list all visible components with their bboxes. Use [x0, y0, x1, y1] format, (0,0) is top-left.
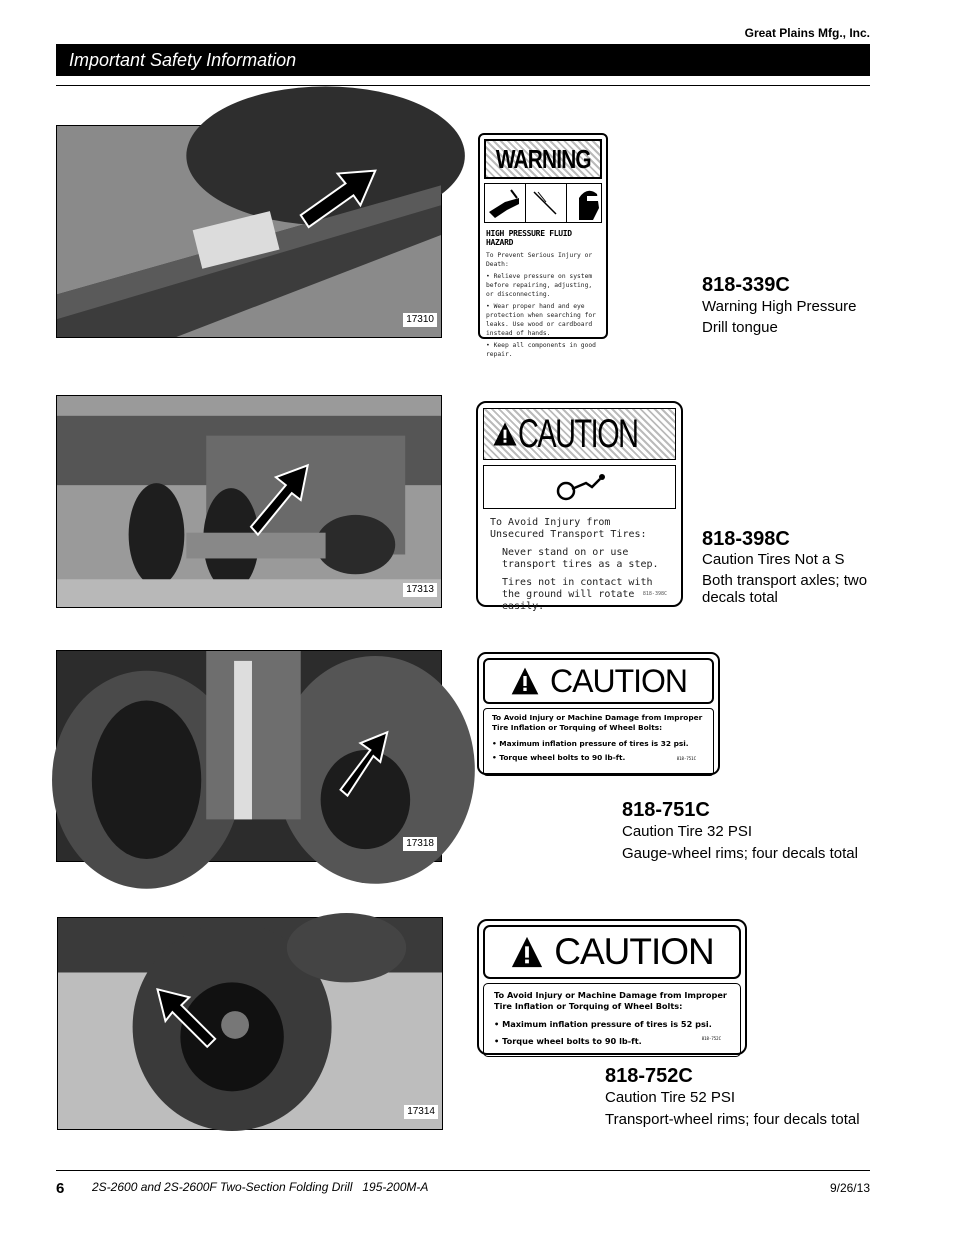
- decal-caution-52psi-line: • Torque wheel bolts to 90 lb-ft.: [494, 1036, 642, 1046]
- decal-caution-tires-heading: To Avoid Injury from Unsecured Transport Tires:: [490, 517, 647, 540]
- warning-triangle-icon: [510, 666, 540, 696]
- tire-rolling-person-icon: [552, 471, 608, 503]
- part-location: Both transport axles; two decals total: [702, 572, 868, 606]
- decal-warning-title: WARNING: [495, 143, 591, 174]
- decal-caution-32psi-body: [483, 708, 714, 776]
- decal-caution-tires-title: CAUTION: [517, 411, 638, 456]
- part-info-818-339C: [702, 274, 882, 338]
- part-description: Caution Tire 32 PSI: [622, 823, 753, 840]
- decal-caution-tires-pictogram: [483, 465, 676, 509]
- photo-gauge-wheel: [56, 650, 442, 862]
- section-title: Important Safety Information: [69, 50, 297, 70]
- decal-caution-52psi-title: CAUTION: [554, 931, 714, 972]
- part-location: Transport-wheel rims; four decals total: [605, 1111, 860, 1128]
- footer-date: 9/26/13: [829, 1181, 870, 1195]
- part-location: Drill tongue: [702, 319, 778, 336]
- part-number: 818-398C: [702, 528, 790, 550]
- photo-number: 17318: [403, 837, 437, 851]
- photo-gauge-wheel-art: [57, 651, 441, 861]
- part-description: Caution Tires Not a S: [702, 551, 845, 568]
- decal-caution-tires-body: [490, 517, 669, 613]
- fluid-spray-icon: [526, 184, 567, 222]
- photo-transport-wheel: [57, 917, 443, 1130]
- part-description: Warning High Pressure: [702, 298, 857, 315]
- photo-number: 17313: [403, 583, 437, 597]
- decal-caution-32psi: [477, 652, 720, 775]
- section-banner: [56, 44, 870, 76]
- decal-code: 818-398C: [642, 591, 667, 597]
- decal-caution-32psi-heading: To Avoid Injury or Machine Damage from Improper Tire Inflation or Torquing of Wheel Bolts:: [492, 713, 703, 732]
- page-number: 6: [56, 1180, 65, 1197]
- part-number: 818-751C: [622, 799, 710, 821]
- photo-drill-tongue-art: [57, 126, 441, 337]
- decal-warning-pictograms: [484, 183, 602, 223]
- decal-caution-52psi-body: [483, 983, 741, 1057]
- decal-caution-tires-line: Never stand on or use transport tires as a step.: [502, 547, 659, 570]
- decal-caution-32psi-line: • Maximum inflation pressure of tires is 32 psi.: [492, 739, 689, 748]
- face-protection-icon: [567, 184, 607, 222]
- decal-warning-line: • Keep all components in good repair.: [486, 342, 596, 358]
- decal-warning-line: • Relieve pressure on system before repairing, adjusting, or disconnecting.: [486, 273, 593, 298]
- decal-code: 818-751C: [676, 756, 696, 761]
- decal-caution-52psi-header: [483, 925, 741, 979]
- decal-caution-52psi: [477, 919, 747, 1055]
- photo-drill-tongue: [56, 125, 442, 338]
- company-name: Great Plains Mfg., Inc.: [744, 26, 870, 40]
- decal-warning: [478, 133, 608, 358]
- hand-injection-icon: [485, 184, 526, 222]
- part-info-818-398C: [702, 528, 882, 606]
- part-number: 818-339C: [702, 274, 790, 296]
- photo-transport-axle: [56, 395, 442, 608]
- decal-caution-32psi-line: • Torque wheel bolts to 90 lb-ft.: [492, 753, 626, 762]
- warning-triangle-icon: [492, 421, 518, 447]
- footer-doc-title: 2S-2600 and 2S-2600F Two-Section Folding Drill 195-200M-A: [92, 1180, 429, 1194]
- part-info-818-752C: [605, 1065, 885, 1130]
- part-number: 818-752C: [605, 1065, 693, 1087]
- decal-caution-32psi-title: CAUTION: [550, 662, 687, 699]
- decal-caution-tires: [476, 401, 683, 612]
- decal-warning-line: • Wear proper hand and eye protection when searching for leaks. Use wood or cardboard instead of hands.: [486, 303, 596, 337]
- warning-triangle-icon: [510, 935, 544, 969]
- decal-caution-32psi-header: [483, 658, 714, 704]
- decal-caution-tires-header: [483, 408, 676, 460]
- photo-number: 17310: [403, 313, 437, 327]
- part-info-818-751C: [622, 799, 882, 864]
- decal-code: 818-752C: [701, 1036, 721, 1041]
- photo-number: 17314: [404, 1105, 438, 1119]
- decal-warning-hazard: HIGH PRESSURE FLUID HAZARD: [486, 229, 572, 247]
- decal-caution-tires-line: Tires not in contact with the ground will rotate easily.: [502, 577, 653, 612]
- header-rule: [56, 85, 870, 86]
- decal-warning-line: To Prevent Serious Injury or Death:: [486, 252, 593, 268]
- decal-warning-body: [486, 251, 600, 359]
- part-location: Gauge-wheel rims; four decals total: [622, 845, 858, 862]
- part-description: Caution Tire 52 PSI: [605, 1089, 736, 1106]
- footer-rule: [56, 1170, 870, 1171]
- decal-caution-52psi-line: • Maximum inflation pressure of tires is 52 psi.: [494, 1019, 712, 1029]
- photo-transport-axle-art: [57, 396, 441, 607]
- decal-warning-header: [484, 139, 602, 179]
- decal-caution-52psi-heading: To Avoid Injury or Machine Damage from Improper Tire Inflation or Torquing of Wheel Bolts:: [494, 990, 727, 1011]
- photo-transport-wheel-art: [58, 918, 442, 1129]
